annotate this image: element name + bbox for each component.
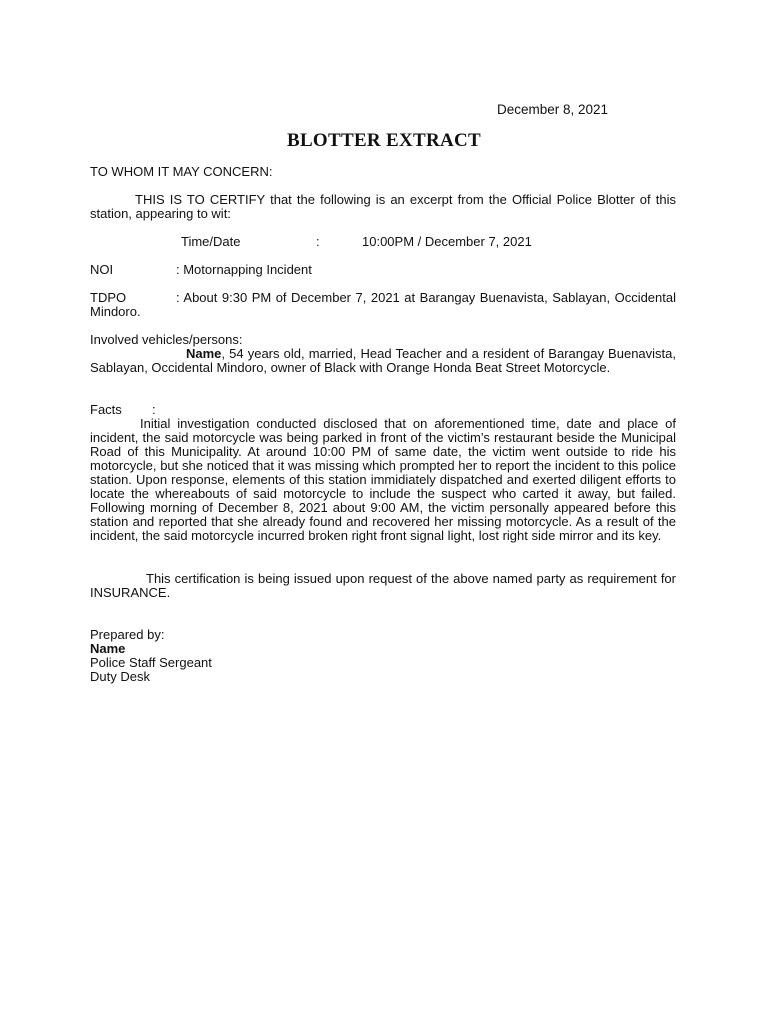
certification-paragraph <box>90 193 676 221</box>
tdpo-label: TDPO <box>90 290 127 305</box>
involved-name: Name <box>186 346 222 361</box>
closing-paragraph <box>90 572 676 600</box>
preparer-name: Name <box>90 641 126 656</box>
closing-text: This certification is being issued upon request of the above named party as requirement for INSURANCE. <box>90 571 676 600</box>
facts-body: Initial investigation conducted disclosed that on aforementioned time, date and place of incident, the said motorcycle was being parked in front of the victim’s restaurant beside the Municipal Road of this Municipality. At around 10:00 PM of same date, the victim went outside to ride his motorcycle, but she noticed that it was missing which prompted her to report the incident to this police station. Upon response, elements of this station immidiately dispatched and exerted diligent efforts to locate the whereabouts of said motorcycle to include the suspect who carted it away, but failed. Following morning of December 8, 2021 about 9:00 AM, the victim personally appeared before this station and reported that she already found and recovered her missing motorcycle. As a result of the incident, the said motorcycle incurred broken right front signal light, lost right side mirror and its key. <box>90 416 676 543</box>
involved-description: , 54 years old, married, Head Teacher and a resident of Barangay Buenavista, Sablayan, Occidental Mindoro, owner of Black with Orange Honda Beat Street Motorcycle. <box>90 346 676 375</box>
salutation: TO WHOM IT MAY CONCERN: <box>90 164 273 179</box>
time-date-value: 10:00PM / December 7, 2021 <box>362 234 532 249</box>
time-date-colon: : <box>316 234 320 249</box>
involved-paragraph <box>90 347 676 375</box>
preparer-office: Duty Desk <box>90 669 150 684</box>
facts-paragraph <box>90 417 676 543</box>
facts-colon: : <box>152 402 156 417</box>
involved-label: Involved vehicles/persons: <box>90 332 243 347</box>
preparer-rank: Police Staff Sergeant <box>90 655 212 670</box>
time-date-label: Time/Date <box>181 234 241 249</box>
signature-block <box>90 628 676 684</box>
tdpo-value: : About 9:30 PM of December 7, 2021 at Barangay Buenavista, Sablayan, Occidental Mindoro. <box>90 290 676 319</box>
certification-text: THIS IS TO CERTIFY that the following is an excerpt from the Official Police Blotter of this station, appearing to wit: <box>90 192 676 221</box>
document-title: BLOTTER EXTRACT <box>286 130 482 151</box>
facts-label: Facts <box>90 402 122 417</box>
prepared-by-label: Prepared by: <box>90 627 165 642</box>
tdpo-row <box>90 291 676 319</box>
noi-value: : Motornapping Incident <box>176 262 312 277</box>
noi-label: NOI <box>90 262 114 277</box>
letter-date: December 8, 2021 <box>497 102 609 117</box>
